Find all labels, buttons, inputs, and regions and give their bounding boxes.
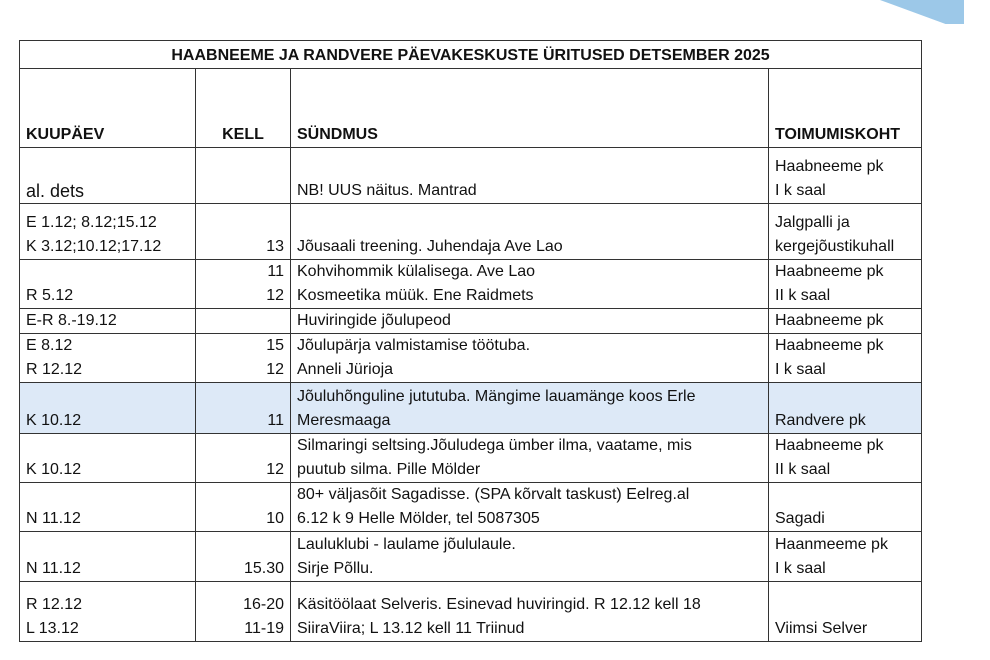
location-cell-line: kergejõustikuhall [775, 238, 895, 255]
location-cell-line: I k saal [775, 560, 826, 577]
event-cell [291, 260, 769, 309]
event-cell-line: Jõulupärja valmistamise töötuba. [297, 337, 531, 354]
table-row [20, 148, 922, 204]
event-cell-line: NB! UUS näitus. Mantrad [297, 182, 477, 199]
table-row [20, 532, 922, 582]
location-cell-line: Haabneeme pk [775, 437, 884, 454]
table-row [20, 483, 922, 532]
time-cell-line: 16-20 [243, 596, 284, 613]
event-cell [291, 383, 769, 434]
event-cell-line: Lauluklubi - laulame jõululaule. [297, 536, 516, 553]
location-cell [769, 334, 922, 383]
table-row [20, 204, 922, 260]
time-cell-line: 13 [266, 238, 284, 255]
date-cell-line: R 12.12 [26, 596, 83, 613]
time-cell-line: 12 [266, 361, 284, 378]
event-cell-line: Jõuluhõnguline jututuba. Mängime lauamänge koos Erle [297, 388, 696, 405]
event-cell-line: Meresmaaga [297, 412, 391, 429]
date-cell-line: R 12.12 [26, 361, 83, 378]
location-cell-line: Haabneeme pk [775, 312, 884, 329]
date-cell [20, 204, 196, 260]
location-cell [769, 383, 922, 434]
time-cell-line: 11-19 [244, 620, 284, 637]
event-cell-line: Kohvihommik külalisega. Ave Lao [297, 263, 536, 280]
location-cell-line: Viimsi Selver [775, 620, 868, 637]
date-cell-line: al. dets [26, 181, 85, 201]
event-cell-line: Jõusaali treening. Juhendaja Ave Lao [297, 238, 563, 255]
location-cell-line: I k saal [775, 182, 826, 199]
location-cell-line: Haanmeeme pk [775, 536, 888, 553]
time-cell-line: 12 [266, 287, 284, 304]
table-row [20, 260, 922, 309]
location-cell-line: Haabneeme pk [775, 158, 884, 175]
location-cell [769, 204, 922, 260]
location-cell-line: Jalgpalli ja [775, 214, 850, 231]
event-cell [291, 334, 769, 383]
date-cell-line: E 1.12; 8.12;15.12 [26, 214, 157, 231]
time-cell [196, 148, 291, 204]
event-cell-line: Huviringide jõulupeod [297, 312, 451, 329]
time-cell [196, 532, 291, 582]
event-cell [291, 148, 769, 204]
date-cell-line: K 3.12;10.12;17.12 [26, 238, 162, 255]
table-row [20, 434, 922, 483]
location-cell-line: II k saal [775, 461, 831, 478]
location-cell-line: Randvere pk [775, 412, 866, 429]
date-cell [20, 148, 196, 204]
event-cell [291, 582, 769, 642]
event-cell [291, 204, 769, 260]
header-row [20, 69, 922, 148]
event-cell-line: Sirje Põllu. [297, 560, 374, 577]
date-cell [20, 260, 196, 309]
date-cell [20, 532, 196, 582]
time-cell [196, 334, 291, 383]
date-cell [20, 434, 196, 483]
date-cell [20, 309, 196, 334]
title-row [20, 41, 922, 69]
time-cell [196, 582, 291, 642]
time-cell [196, 204, 291, 260]
date-cell [20, 483, 196, 532]
location-cell [769, 260, 922, 309]
location-cell-line: II k saal [775, 287, 831, 304]
location-cell-line: Haabneeme pk [775, 337, 884, 354]
header-time: KELL [196, 69, 291, 148]
location-cell [769, 434, 922, 483]
date-cell-line: K 10.12 [26, 461, 82, 478]
events-body [20, 148, 922, 642]
table-title: HAABNEEME JA RANDVERE PÄEVAKESKUSTE ÜRITUSED DETSEMBER 2025 [20, 41, 922, 69]
event-cell [291, 434, 769, 483]
date-cell-line: L 13.12 [26, 620, 79, 637]
location-cell-line: I k saal [775, 361, 826, 378]
location-cell [769, 148, 922, 204]
time-cell-line: 10 [266, 510, 284, 527]
header-event: SÜNDMUS [291, 69, 769, 148]
event-cell-line: SiiraViira; L 13.12 kell 11 Triinud [297, 620, 525, 637]
location-cell [769, 582, 922, 642]
event-cell-line: 6.12 k 9 Helle Mölder, tel 5087305 [297, 510, 540, 527]
header-date: KUUPÄEV [20, 69, 196, 148]
location-cell [769, 532, 922, 582]
time-cell [196, 309, 291, 334]
table-row [20, 334, 922, 383]
time-cell-line: 15 [266, 337, 284, 354]
date-cell [20, 383, 196, 434]
time-cell-line: 11 [267, 263, 284, 280]
time-cell [196, 434, 291, 483]
event-cell-line: Käsitöölaat Selveris. Esinevad huviringid. R 12.12 kell 18 [297, 596, 701, 613]
date-cell [20, 334, 196, 383]
event-cell [291, 309, 769, 334]
events-table [19, 40, 922, 642]
event-cell-line: Silmaringi seltsing.Jõuludega ümber ilma, vaatame, mis [297, 437, 692, 454]
location-cell-line: Sagadi [775, 510, 825, 527]
time-cell [196, 260, 291, 309]
date-cell-line: N 11.12 [26, 510, 81, 527]
table-row [20, 582, 922, 642]
date-cell-line: E-R 8.-19.12 [26, 312, 117, 329]
date-cell-line: K 10.12 [26, 412, 82, 429]
location-cell-line: Haabneeme pk [775, 263, 884, 280]
time-cell-line: 15.30 [243, 560, 284, 577]
corner-decoration [880, 0, 964, 24]
event-cell-line: Anneli Jürioja [297, 361, 394, 378]
date-cell-line: N 11.12 [26, 560, 81, 577]
location-cell [769, 483, 922, 532]
date-cell [20, 582, 196, 642]
event-cell [291, 532, 769, 582]
location-cell [769, 309, 922, 334]
date-cell-line: E 8.12 [26, 337, 73, 354]
time-cell-line: 11 [267, 412, 284, 429]
date-cell-line: R 5.12 [26, 287, 74, 304]
table-row [20, 383, 922, 434]
event-cell [291, 483, 769, 532]
time-cell [196, 383, 291, 434]
time-cell-line: 12 [266, 461, 284, 478]
table-row [20, 309, 922, 334]
event-cell-line: Kosmeetika müük. Ene Raidmets [297, 287, 534, 304]
event-cell-line: puutub silma. Pille Mölder [297, 461, 481, 478]
header-location: TOIMUMISKOHT [769, 69, 922, 148]
time-cell [196, 483, 291, 532]
event-cell-line: 80+ väljasõit Sagadisse. (SPA kõrvalt taskust) Eelreg.al [297, 486, 690, 503]
